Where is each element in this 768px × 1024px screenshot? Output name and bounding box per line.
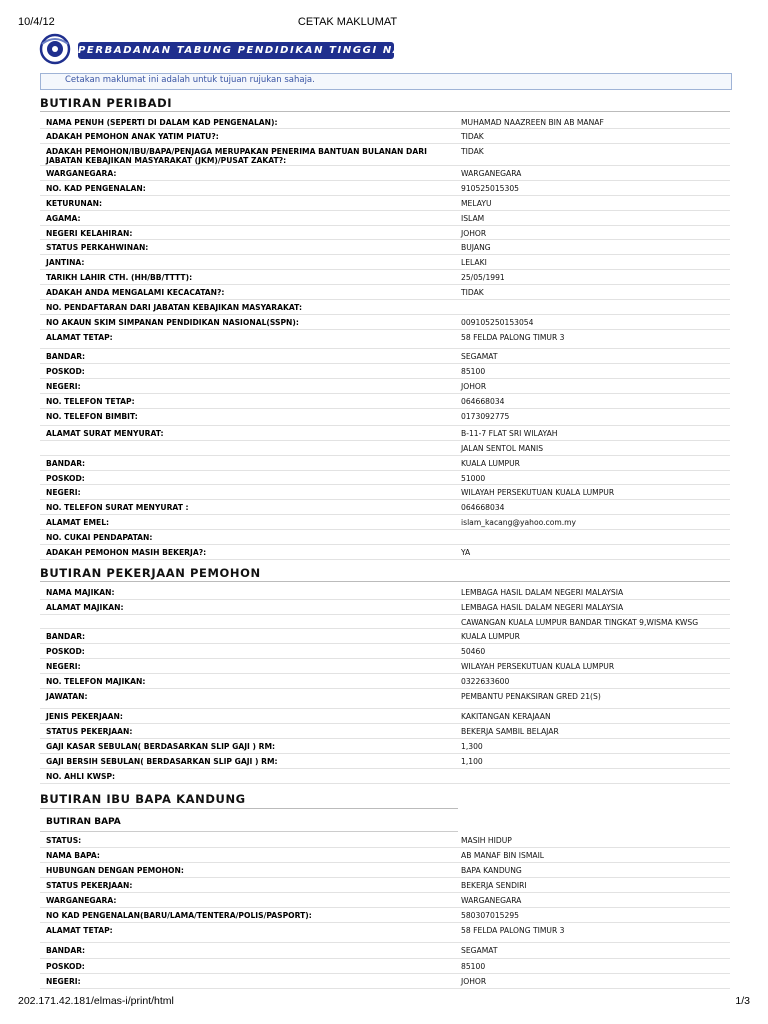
field-value: JALAN SENTOL MANIS — [461, 444, 544, 453]
table-row — [40, 425, 730, 441]
field-value: 1,300 — [461, 742, 483, 751]
field-value: WARGANEGARA — [461, 896, 522, 905]
field-label: NAMA BAPA: — [46, 851, 100, 860]
page-number: 1/3 — [735, 995, 750, 1007]
print-title: CETAK MAKLUMAT — [297, 16, 398, 28]
field-value: 85100 — [461, 962, 486, 971]
field-label: BANDAR: — [46, 459, 86, 468]
field-value: WILAYAH PERSEKUTUAN KUALA LUMPUR — [461, 662, 615, 671]
table-row — [40, 225, 730, 240]
table-row — [40, 688, 730, 709]
table-row — [40, 768, 730, 784]
field-label: ALAMAT EMEL: — [46, 518, 110, 527]
field-label: NO. PENDAFTARAN DARI JABATAN KEBAJIKAN MASYARAKAT: — [46, 303, 302, 312]
field-label: POSKOD: — [46, 474, 85, 483]
table-row — [40, 143, 730, 166]
field-value: B-11-7 FLAT SRI WILAYAH — [461, 429, 558, 438]
table-row — [40, 195, 730, 211]
field-label: GAJI BERSIH SEBULAN( BERDASARKAN SLIP GAJI ) RM: — [46, 757, 278, 766]
field-value: islam_kacang@yahoo.com.my — [461, 518, 577, 527]
field-label: NEGERI: — [46, 977, 81, 986]
field-value: 25/05/1991 — [461, 273, 505, 282]
field-label: GAJI KASAR SEBULAN( BERDASARKAN SLIP GAJI ) RM: — [46, 742, 276, 751]
banner-title: PERBADANAN TABUNG PENDIDIKAN TINGGI NASIONAL — [78, 42, 394, 59]
table-row — [40, 128, 730, 144]
field-value: 0173092775 — [461, 412, 510, 421]
section-divider — [40, 581, 730, 582]
field-value: LEMBAGA HASIL DALAM NEGERI MALAYSIA — [461, 603, 624, 612]
table-row — [40, 254, 730, 270]
field-value: BEKERJA SENDIRI — [461, 881, 527, 890]
table-row — [40, 892, 730, 908]
field-label: NO. TELEFON TETAP: — [46, 397, 135, 406]
field-label: NO. TELEFON SURAT MENYURAT : — [46, 503, 189, 512]
print-header — [0, 16, 768, 30]
field-label: JANTINA: — [46, 258, 85, 267]
field-value: CAWANGAN KUALA LUMPUR BANDAR TINGKAT 9,WISMA KWSG — [461, 618, 699, 627]
field-label: POSKOD: — [46, 367, 85, 376]
table-row — [40, 529, 730, 545]
field-value: 58 FELDA PALONG TIMUR 3 — [461, 333, 565, 342]
field-label: WARGANEGARA: — [46, 169, 117, 178]
field-label: TARIKH LAHIR CTH. (HH/BB/TTTT): — [46, 273, 193, 282]
field-value: WILAYAH PERSEKUTUAN KUALA LUMPUR — [461, 488, 615, 497]
field-value: 51000 — [461, 474, 486, 483]
section-title-ibubapa: BUTIRAN IBU BAPA KANDUNG — [40, 792, 246, 806]
field-value: KUALA LUMPUR — [461, 459, 520, 468]
field-label: NO AKAUN SKIM SIMPANAN PENDIDIKAN NASIONAL(SSPN): — [46, 318, 299, 327]
table-row — [40, 847, 730, 863]
field-value: 1,100 — [461, 757, 483, 766]
field-value: JOHOR — [461, 229, 487, 238]
table-row — [40, 658, 730, 674]
field-value: 58 FELDA PALONG TIMUR 3 — [461, 926, 565, 935]
field-label: ALAMAT TETAP: — [46, 926, 113, 935]
section-title-peribadi: BUTIRAN PERIBADI — [40, 96, 173, 110]
field-label: ADAKAH PEMOHON ANAK YATIM PIATU?: — [46, 132, 219, 141]
table-row — [40, 378, 730, 394]
field-label: NO. TELEFON MAJIKAN: — [46, 677, 146, 686]
field-label: POSKOD: — [46, 962, 85, 971]
table-row — [40, 614, 730, 629]
table-row — [40, 862, 730, 878]
field-label: JENIS PEKERJAAN: — [46, 712, 123, 721]
field-value: BEKERJA SAMBIL BELAJAR — [461, 727, 559, 736]
table-row — [40, 514, 730, 530]
field-value: 910525015305 — [461, 184, 519, 193]
table-row — [40, 329, 730, 349]
field-label: ADAKAH ANDA MENGALAMI KECACATAN?: — [46, 288, 225, 297]
table-row — [40, 314, 730, 330]
table-row — [40, 738, 730, 754]
field-value: MELAYU — [461, 199, 492, 208]
table-row — [40, 544, 730, 560]
table-row — [40, 708, 730, 724]
field-value: 064668034 — [461, 503, 505, 512]
field-label: NO. TELEFON BIMBIT: — [46, 412, 138, 421]
field-label: STATUS PEKERJAAN: — [46, 881, 133, 890]
field-label: STATUS PERKAHWINAN: — [46, 243, 149, 252]
field-label: ADAKAH PEMOHON/IBU/BAPA/PENJAGA MERUPAKAN PENERIMA BANTUAN BULANAN DARI JABATAN KEBAJIKAN MASYARAKAT (JKM)/PUSAT ZAKAT?: — [46, 147, 427, 165]
table-row — [40, 393, 730, 409]
field-value: 0322633600 — [461, 677, 510, 686]
table-row — [40, 470, 730, 485]
ptptn-logo-icon — [38, 32, 74, 66]
field-label: NAMA PENUH (SEPERTI DI DALAM KAD PENGENALAN): — [46, 118, 278, 127]
print-url: 202.171.42.181/elmas-i/print/html — [18, 995, 174, 1007]
field-value: 85100 — [461, 367, 486, 376]
table-row — [40, 922, 730, 943]
field-label: JAWATAN: — [46, 692, 88, 701]
table-row — [40, 284, 730, 300]
field-label: BANDAR: — [46, 352, 86, 361]
field-value: SEGAMAT — [461, 352, 498, 361]
field-label: BANDAR: — [46, 946, 86, 955]
subsection-title-bapa: BUTIRAN BAPA — [46, 817, 121, 827]
field-label: ALAMAT MAJIKAN: — [46, 603, 124, 612]
field-label: NEGERI: — [46, 662, 81, 671]
field-label: STATUS PEKERJAAN: — [46, 727, 133, 736]
field-value: PEMBANTU PENAKSIRAN GRED 21(S) — [461, 692, 601, 701]
site-banner — [38, 30, 728, 70]
field-value: LELAKI — [461, 258, 487, 267]
notice-box — [40, 73, 732, 90]
table-row — [40, 299, 730, 315]
table-row — [40, 907, 730, 923]
field-label: WARGANEGARA: — [46, 896, 117, 905]
table-row — [40, 484, 730, 500]
field-value: KUALA LUMPUR — [461, 632, 520, 641]
table-row — [40, 180, 730, 196]
table-row — [40, 499, 730, 515]
field-value: ISLAM — [461, 214, 485, 223]
field-value: MUHAMAD NAAZREEN BIN AB MANAF — [461, 118, 604, 127]
field-value: TIDAK — [461, 132, 484, 141]
field-value: AB MANAF BIN ISMAIL — [461, 851, 545, 860]
field-label: NO KAD PENGENALAN(BARU/LAMA/TENTERA/POLIS/PASPORT): — [46, 911, 312, 920]
field-value: BAPA KANDUNG — [461, 866, 522, 875]
print-footer — [0, 995, 768, 1009]
table-row — [40, 753, 730, 769]
field-value: 064668034 — [461, 397, 505, 406]
table-row — [40, 269, 730, 285]
field-label: BANDAR: — [46, 632, 86, 641]
table-row — [40, 723, 730, 739]
field-label: ADAKAH PEMOHON MASIH BEKERJA?: — [46, 548, 207, 557]
field-label: NO. AHLI KWSP: — [46, 772, 116, 781]
field-value: 009105250153054 — [461, 318, 534, 327]
field-label: NEGERI KELAHIRAN: — [46, 229, 133, 238]
table-row — [40, 239, 730, 255]
table-row — [40, 673, 730, 689]
table-row — [40, 363, 730, 379]
field-label: HUBUNGAN DENGAN PEMOHON: — [46, 866, 184, 875]
section-title-pekerjaan: BUTIRAN PEKERJAAN PEMOHON — [40, 566, 261, 580]
table-row — [40, 942, 730, 959]
table-row — [40, 455, 730, 471]
table-row — [40, 210, 730, 226]
section-divider — [40, 808, 458, 809]
field-label: ALAMAT SURAT MENYURAT: — [46, 429, 164, 438]
field-value: KAKITANGAN KERAJAAN — [461, 712, 551, 721]
field-value: MASIH HIDUP — [461, 836, 512, 845]
print-date: 10/4/12 — [18, 16, 55, 28]
field-label: ALAMAT TETAP: — [46, 333, 113, 342]
field-value: WARGANEGARA — [461, 169, 522, 178]
field-value: 580307015295 — [461, 911, 519, 920]
table-row — [40, 877, 730, 893]
field-label: STATUS: — [46, 836, 82, 845]
field-label: POSKOD: — [46, 647, 85, 656]
table-row — [40, 440, 730, 456]
field-value: TIDAK — [461, 147, 484, 156]
table-row — [40, 408, 730, 426]
field-value: JOHOR — [461, 382, 487, 391]
table-row — [40, 643, 730, 659]
section-divider — [40, 111, 730, 112]
field-label: AGAMA: — [46, 214, 81, 223]
field-label: NEGERI: — [46, 382, 81, 391]
field-value: BUJANG — [461, 243, 491, 252]
table-row — [40, 599, 730, 615]
table-row — [40, 973, 730, 989]
table-row — [40, 628, 730, 644]
table-row — [40, 114, 730, 129]
field-value: JOHOR — [461, 977, 487, 986]
table-row — [40, 584, 730, 600]
field-value: SEGAMAT — [461, 946, 498, 955]
field-value: 50460 — [461, 647, 486, 656]
table-row — [40, 958, 730, 974]
field-value: YA — [461, 548, 471, 557]
field-label: NAMA MAJIKAN: — [46, 588, 115, 597]
subsection-bapa — [40, 813, 458, 832]
table-row — [40, 165, 730, 181]
field-label: NO. CUKAI PENDAPATAN: — [46, 533, 153, 542]
field-value: TIDAK — [461, 288, 484, 297]
field-label: KETURUNAN: — [46, 199, 103, 208]
field-label: NEGERI: — [46, 488, 81, 497]
field-value: LEMBAGA HASIL DALAM NEGERI MALAYSIA — [461, 588, 624, 597]
notice-text: Cetakan maklumat ini adalah untuk tujuan rujukan sahaja. — [65, 75, 315, 85]
table-row — [40, 348, 730, 364]
field-label: NO. KAD PENGENALAN: — [46, 184, 146, 193]
table-row — [40, 832, 730, 848]
